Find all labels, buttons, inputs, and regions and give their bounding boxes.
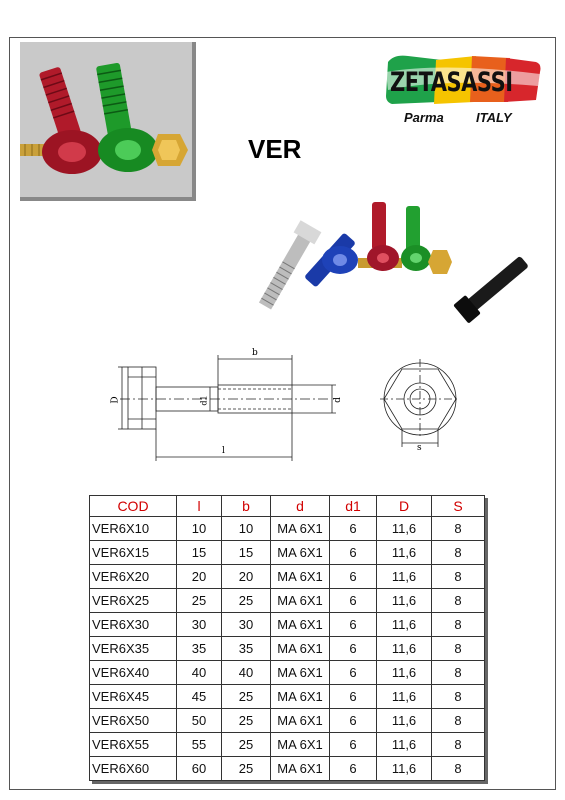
logo-city: Parma xyxy=(404,110,444,125)
table-cell: VER6X15 xyxy=(90,541,177,565)
dim-label-b: b xyxy=(252,348,258,358)
table-cell: 40 xyxy=(222,661,271,685)
col-header-b: b xyxy=(222,496,271,517)
table-cell: MA 6X1 xyxy=(271,565,330,589)
table-cell: 35 xyxy=(222,637,271,661)
table-row xyxy=(90,565,485,589)
table-cell: 40 xyxy=(177,661,222,685)
table-cell: 15 xyxy=(177,541,222,565)
table-cell: 8 xyxy=(432,757,485,781)
table-cell: 10 xyxy=(177,517,222,541)
table-row xyxy=(90,685,485,709)
table-cell: 6 xyxy=(330,757,377,781)
table-cell: 11,6 xyxy=(377,565,432,589)
table-cell: 11,6 xyxy=(377,757,432,781)
table-cell: 11,6 xyxy=(377,709,432,733)
col-header-S: S xyxy=(432,496,485,517)
table-cell: 45 xyxy=(177,685,222,709)
table-cell: 25 xyxy=(222,733,271,757)
table-cell: 11,6 xyxy=(377,613,432,637)
table-cell: 8 xyxy=(432,541,485,565)
table-cell: 6 xyxy=(330,733,377,757)
table-cell: MA 6X1 xyxy=(271,757,330,781)
table-row xyxy=(90,709,485,733)
col-header-d1: d1 xyxy=(330,496,377,517)
table-row xyxy=(90,589,485,613)
table-cell: 25 xyxy=(222,589,271,613)
table-cell: MA 6X1 xyxy=(271,613,330,637)
table-cell: 8 xyxy=(432,565,485,589)
table-cell: VER6X20 xyxy=(90,565,177,589)
table-cell: 25 xyxy=(177,589,222,613)
table-cell: 6 xyxy=(330,565,377,589)
table-cell: MA 6X1 xyxy=(271,589,330,613)
table-cell: 8 xyxy=(432,517,485,541)
table-row xyxy=(90,613,485,637)
table-cell: 60 xyxy=(177,757,222,781)
table-cell: 6 xyxy=(330,589,377,613)
table-cell: VER6X40 xyxy=(90,661,177,685)
dim-label-l: l xyxy=(222,446,225,456)
table-row xyxy=(90,661,485,685)
table-cell: 15 xyxy=(222,541,271,565)
spec-table xyxy=(89,495,485,781)
table-cell: 10 xyxy=(222,517,271,541)
table-cell: VER6X30 xyxy=(90,613,177,637)
table-cell: 6 xyxy=(330,709,377,733)
table-cell: 30 xyxy=(222,613,271,637)
col-header-cod: COD xyxy=(90,496,177,517)
table-cell: 11,6 xyxy=(377,733,432,757)
product-photo-range xyxy=(240,170,540,330)
dim-label-D: D xyxy=(110,396,121,404)
table-cell: VER6X55 xyxy=(90,733,177,757)
table-cell: 11,6 xyxy=(377,541,432,565)
table-cell: 8 xyxy=(432,685,485,709)
technical-drawing xyxy=(100,345,480,470)
table-cell: 8 xyxy=(432,661,485,685)
table-row xyxy=(90,637,485,661)
table-cell: 8 xyxy=(432,733,485,757)
col-header-d: d xyxy=(271,496,330,517)
table-cell: MA 6X1 xyxy=(271,685,330,709)
table-cell: 55 xyxy=(177,733,222,757)
col-header-D: D xyxy=(377,496,432,517)
table-cell: 11,6 xyxy=(377,637,432,661)
table-cell: VER6X35 xyxy=(90,637,177,661)
table-cell: 30 xyxy=(177,613,222,637)
product-title: VER xyxy=(248,134,302,164)
table-cell: MA 6X1 xyxy=(271,637,330,661)
logo-brand-text: ZETASASSI xyxy=(390,67,513,97)
zetasassi-logo xyxy=(384,52,544,132)
table-cell: MA 6X1 xyxy=(271,709,330,733)
table-cell: 6 xyxy=(330,613,377,637)
table-cell: 11,6 xyxy=(377,685,432,709)
table-cell: MA 6X1 xyxy=(271,733,330,757)
table-cell: VER6X10 xyxy=(90,517,177,541)
table-row xyxy=(90,517,485,541)
table-cell: VER6X60 xyxy=(90,757,177,781)
table-cell: 20 xyxy=(177,565,222,589)
table-cell: 11,6 xyxy=(377,661,432,685)
table-cell: 6 xyxy=(330,541,377,565)
dim-label-d1: d1 xyxy=(199,395,209,406)
table-cell: MA 6X1 xyxy=(271,517,330,541)
logo-country: ITALY xyxy=(476,110,512,125)
table-cell: 20 xyxy=(222,565,271,589)
table-cell: 50 xyxy=(177,709,222,733)
table-cell: MA 6X1 xyxy=(271,661,330,685)
table-cell: 8 xyxy=(432,613,485,637)
dim-label-d: d xyxy=(332,397,343,403)
col-header-l: l xyxy=(177,496,222,517)
table-cell: 25 xyxy=(222,757,271,781)
table-cell: 6 xyxy=(330,685,377,709)
table-cell: 25 xyxy=(222,685,271,709)
table-cell: 11,6 xyxy=(377,517,432,541)
table-row xyxy=(90,733,485,757)
table-header-row xyxy=(90,496,485,517)
table-row xyxy=(90,757,485,781)
table-cell: 8 xyxy=(432,637,485,661)
table-cell: 8 xyxy=(432,589,485,613)
table-cell: 6 xyxy=(330,661,377,685)
table-cell: 6 xyxy=(330,637,377,661)
table-cell: 25 xyxy=(222,709,271,733)
table-cell: 8 xyxy=(432,709,485,733)
table-cell: VER6X25 xyxy=(90,589,177,613)
table-cell: 11,6 xyxy=(377,589,432,613)
table-cell: 35 xyxy=(177,637,222,661)
table-cell: VER6X45 xyxy=(90,685,177,709)
product-photo-closeup xyxy=(20,42,196,201)
table-cell: VER6X50 xyxy=(90,709,177,733)
table-cell: 6 xyxy=(330,517,377,541)
table-row xyxy=(90,541,485,565)
dim-label-s: s xyxy=(417,443,422,453)
table-cell: MA 6X1 xyxy=(271,541,330,565)
